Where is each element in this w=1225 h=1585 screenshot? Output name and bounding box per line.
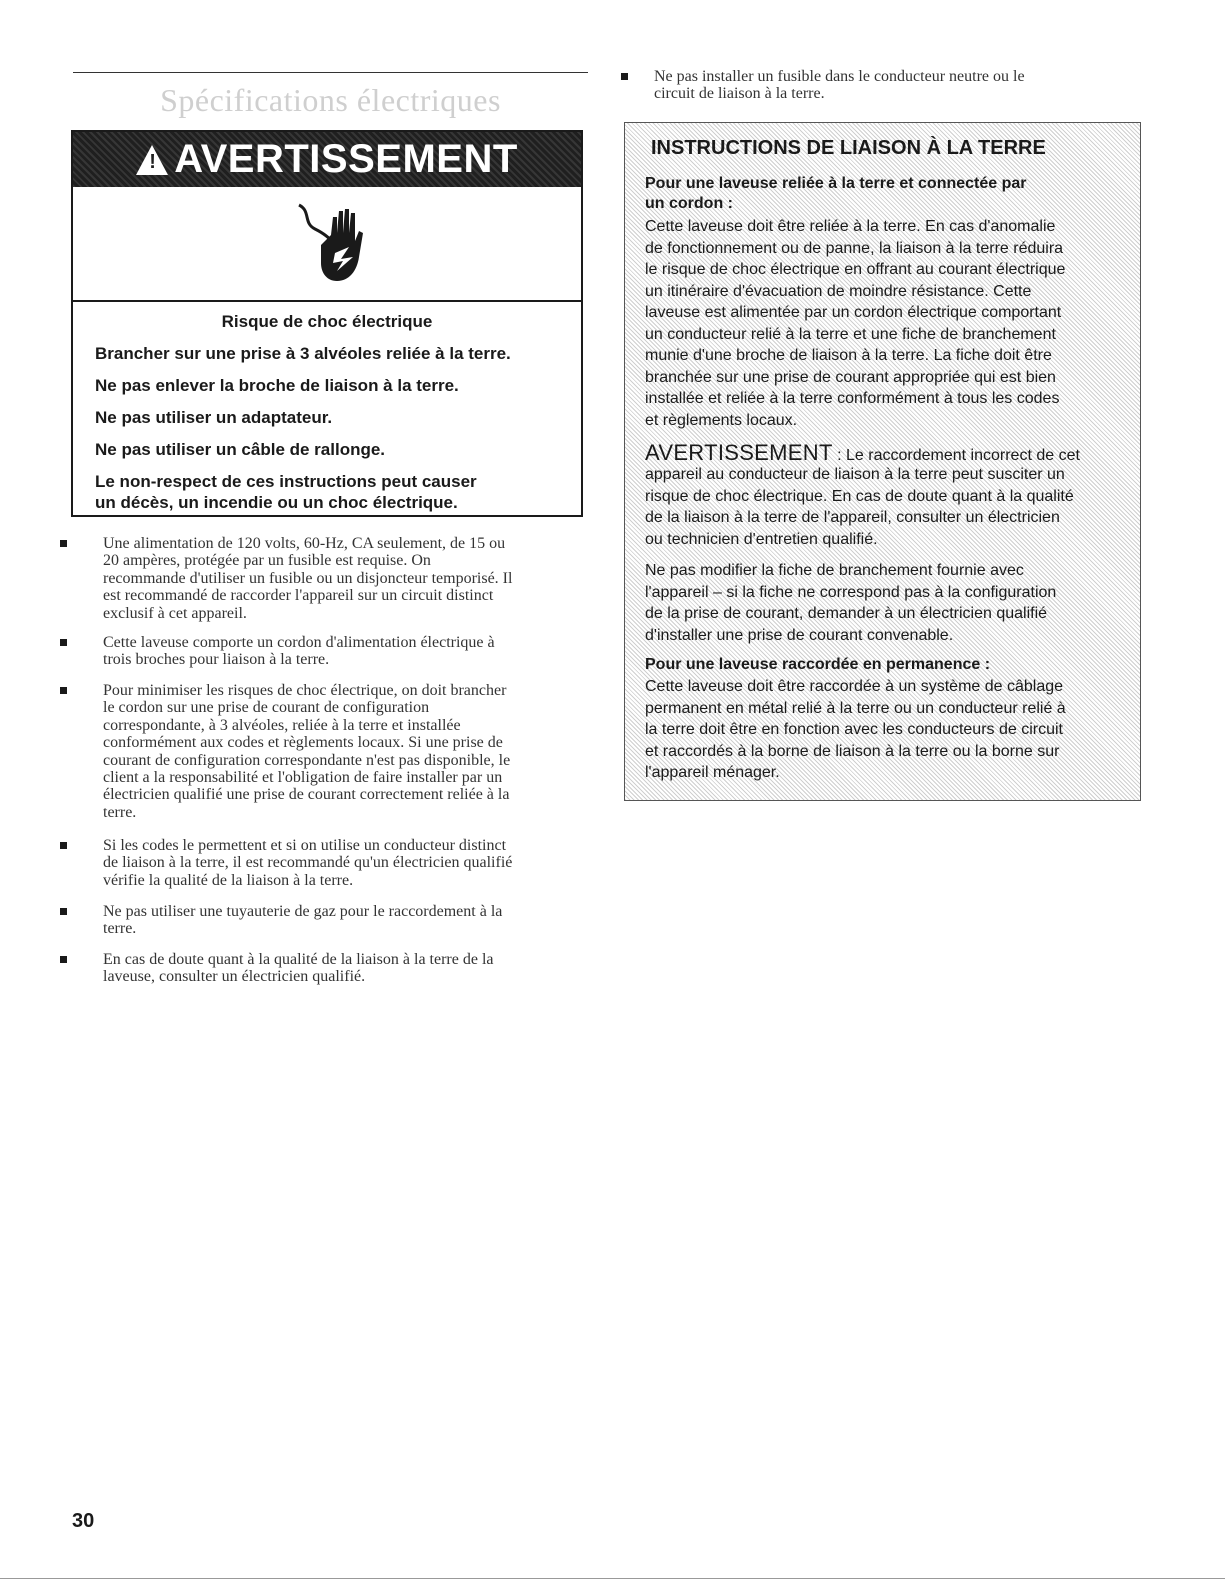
line: courant de configuration correspondante n'est pas disponible, le [103,751,511,769]
corded-body-line: un conducteur relié à la terre et une fiche de branchement [645,325,1056,343]
warning-line: un décès, un incendie ou un choc électrique. [95,493,458,512]
hazard-label: Risque de choc électrique [221,312,433,331]
line: terre. [103,803,137,821]
line: 20 ampères, protégée par un fusible est requise. On [103,552,431,570]
modify-line: Ne pas modifier la fiche de branchement fournie avec [645,562,1024,579]
line: trois broches pour liaison à la terre. [103,651,330,669]
permanent-body-line: l'appareil ménager. [645,764,780,781]
permanent-body-line: permanent en métal relié à la terre ou un conducteur relié à [645,699,1066,717]
modify-line: l'appareil – si la fiche ne correspond pas à la configuration [645,583,1057,601]
bullet-square-icon [60,639,67,646]
warning-line: Ne pas utiliser un câble de rallonge. [95,440,386,459]
corded-body-line: le risque de choc électrique en offrant au courant électrique [645,261,1066,278]
grounding-warning-label: AVERTISSEMENT [645,440,833,465]
line: Une alimentation de 120 volts, 60-Hz, CA seulement, de 15 ou [103,535,506,552]
grounding-title: INSTRUCTIONS DE LIAISON À LA TERRE [651,137,1046,159]
line: circuit de liaison à la terre. [654,85,825,103]
warning-icon-area [73,187,581,302]
corded-body-line: installée et reliée à la terre conformément à tous les codes [645,390,1060,407]
line: exclusif à cet appareil. [103,604,247,622]
bullet-square-icon [60,687,67,694]
grounding-warning-first-line [645,440,1080,466]
line: est recommandé de raccorder l'appareil sur un circuit distinct [103,587,494,605]
line: vérifie la qualité de la liaison à la terre. [103,871,354,889]
permanent-body-line: la terre doit être en fonction avec les conducteurs de circuit [645,721,1063,738]
line: le cordon sur une prise de courant de configuration [103,699,430,717]
line: Pour minimiser les risques de choc électrique, on doit brancher [103,682,507,699]
grounding-warning-line: ou technicien d'entretien qualifié. [645,530,878,548]
line: client a la responsabilité et l'obligation de faire installer par un [103,769,503,787]
bullet-square-icon [60,540,67,547]
corded-heading: Pour une laveuse reliée à la terre et connectée par [645,175,1027,192]
bullet-square-icon [60,908,67,915]
corded-heading: un cordon : [645,195,733,212]
line: laveuse, consulter un électricien qualifié. [103,968,366,986]
page-number: 30 [72,1510,95,1532]
line: terre. [103,920,137,938]
grounding-instructions-box [624,122,1141,801]
grounding-warning-line: de la liaison à la terre de l'appareil, consulter un électricien [645,509,1060,526]
warning-box [71,130,583,517]
corded-body-line: branchée sur une prise de courant appropriée qui est bien [645,368,1056,386]
line: En cas de doute quant à la qualité de la liaison à la terre de la [103,951,494,968]
line: de liaison à la terre, il est recommandé qu'un électricien qualifié [103,854,513,872]
line: Si les codes le permettent et si on utilise un conducteur distinct [103,837,507,854]
line: Ne pas utiliser une tuyauterie de gaz pour le raccordement à la [103,903,503,920]
line: conformément aux codes et règlements locaux. Si une prise de [103,734,503,752]
warning-line: Brancher sur une prise à 3 alvéoles reliée à la terre. [95,344,511,363]
corded-body-line: munie d'une broche de liaison à la terre. La fiche doit être [645,347,1052,364]
warning-title: AVERTISSEMENT [174,137,518,181]
corded-body-line: et règlements locaux. [645,411,798,429]
modify-line: de la prise de courant, demander à un électricien qualifié [645,605,1048,622]
permanent-heading: Pour une laveuse raccordée en permanence : [645,656,991,673]
bullet-square-icon [60,956,67,963]
section-title: Spécifications électriques [160,82,501,118]
grounding-warning-line: risque de choc électrique. En cas de doute quant à la qualité [645,487,1074,505]
warning-line: Ne pas utiliser un adaptateur. [95,408,333,427]
permanent-body-line: et raccordés à la borne de liaison à la terre ou la borne sur [645,742,1060,760]
corded-body-line: Cette laveuse doit être reliée à la terre. En cas d'anomalie [645,218,1056,235]
permanent-body-line: Cette laveuse doit être raccordée à un système de câblage [645,678,1064,695]
line: Ne pas installer un fusible dans le conducteur neutre ou le [654,68,1025,85]
grounding-warning-line: appareil au conducteur de liaison à la terre peut susciter un [645,466,1065,483]
corded-body-line: de fonctionnement ou de panne, la liaison à la terre réduira [645,239,1064,257]
line: Cette laveuse comporte un cordon d'alimentation électrique à [103,634,495,651]
bullet-square-icon [60,842,67,849]
top-rule [73,72,588,73]
corded-body-line: laveuse est alimentée par un cordon électrique comportant [645,304,1062,321]
grounding-warning-text: : Le raccordement incorrect de cet [832,447,1080,464]
warning-triangle-icon: ! [136,145,168,175]
electric-shock-hand-icon [293,197,383,289]
bullet-square-icon [621,73,628,80]
corded-body-line: un itinéraire d'évacuation de moindre résistance. Cette [645,282,1032,300]
warning-header [73,132,581,187]
line: correspondante, à 3 alvéoles, reliée à la terre et installée [103,716,461,734]
line: recommande d'utiliser un fusible ou un disjoncteur temporisé. Il [103,569,513,587]
line: électricien qualifié une prise de courant correctement reliée à la [103,786,510,804]
modify-line: d'installer une prise de courant convenable. [645,626,954,644]
warning-line: Le non-respect de ces instructions peut causer [95,472,477,491]
warning-line: Ne pas enlever la broche de liaison à la terre. [95,376,459,395]
bottom-rule [0,1578,1225,1579]
